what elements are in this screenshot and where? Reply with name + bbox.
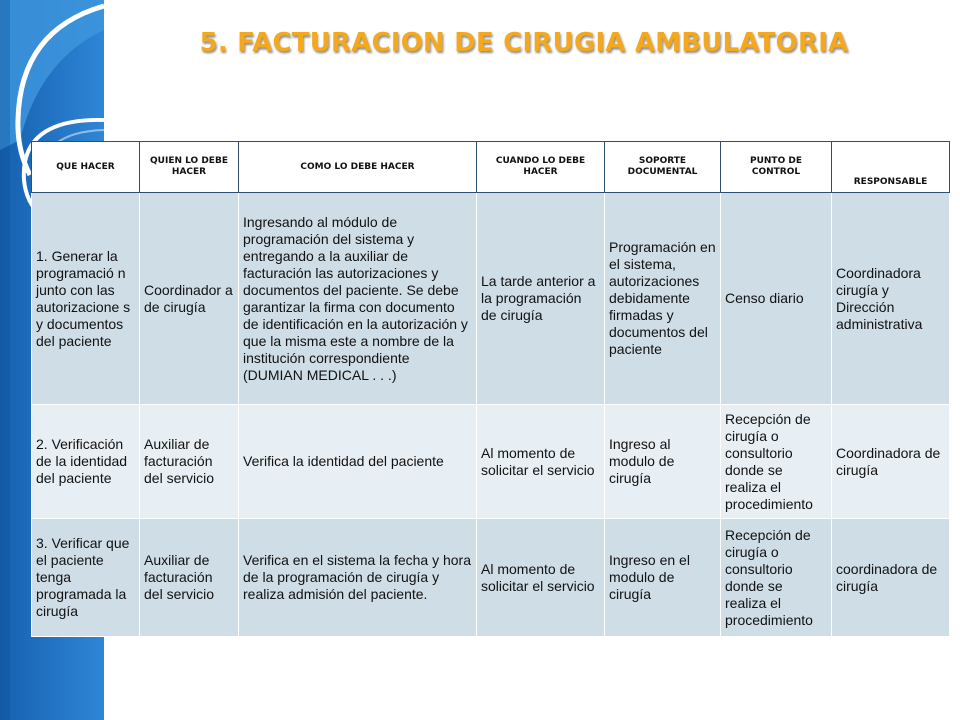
table-cell: Verifica la identidad del paciente [239,405,477,519]
table-cell: Verifica en el sistema la fecha y hora de la programación de cirugía y realiza admisión del paciente. [239,519,477,637]
header-como: COMO LO DEBE HACER [239,142,477,193]
table-cell: 1. Generar la programació n junto con las autorizacione s y documentos del paciente [32,193,140,405]
table-cell: 3. Verificar que el paciente tenga programada la cirugía [32,519,140,637]
page-title: 5. FACTURACION DE CIRUGIA AMBULATORIA [199,28,849,58]
header-que-hacer: QUE HACER [32,142,140,193]
table-cell: Auxiliar de facturación del servicio [140,405,239,519]
table-cell: Recepción de cirugía o consultorio donde se realiza el procedimiento [721,519,832,637]
header-soporte: SOPORTE DOCUMENTAL [605,142,721,193]
table-cell: Ingreso al modulo de cirugía [605,405,721,519]
table-cell: coordinadora de cirugía [832,519,950,637]
table-row [32,193,950,405]
table-cell: Auxiliar de facturación del servicio [140,519,239,637]
table-cell: Programación en el sistema, autorizaciones debidamente firmadas y documentos del paciente [605,193,721,405]
table-cell: Censo diario [721,193,832,405]
table-cell: Al momento de solicitar el servicio [477,405,605,519]
table-cell: Ingreso en el modulo de cirugía [605,519,721,637]
header-cuando: CUANDO LO DEBE HACER [477,142,605,193]
header-responsable: RESPONSABLE [832,142,950,193]
table-cell: Coordinador a de cirugía [140,193,239,405]
table-cell: Al momento de solicitar el servicio [477,519,605,637]
header-punto-control: PUNTO DE CONTROL [721,142,832,193]
table-cell: La tarde anterior a la programación de cirugía [477,193,605,405]
table-row [32,519,950,637]
table-cell: Coordinadora cirugía y Dirección administrativa [832,193,950,405]
table-header-row [32,142,950,193]
table-cell: Recepción de cirugía o consultorio donde se realiza el procedimiento [721,405,832,519]
table-cell: 2. Verificación de la identidad del paciente [32,405,140,519]
table-row [32,405,950,519]
billing-process-table [31,141,950,637]
header-quien: QUIEN LO DEBE HACER [140,142,239,193]
table-cell: Coordinadora de cirugía [832,405,950,519]
table-cell: Ingresando al módulo de programación del sistema y entregando a la auxiliar de facturación las autorizaciones y documentos del paciente. Se debe garantizar la firma con documento de identificación en la autorización y que la misma este a nombre de la institución correspondiente (DUMIAN MEDICAL . . .) [239,193,477,405]
